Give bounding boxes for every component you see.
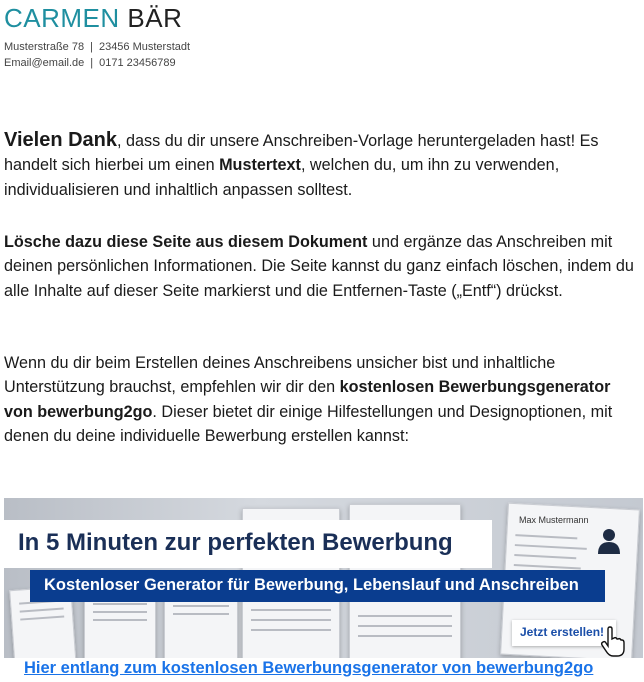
lead-text: Vielen Dank [4,129,118,151]
contact-line [4,56,176,71]
person-icon [598,528,620,554]
paragraph-text: und ergänze das Anschreiben mit deinen persönlichen Informationen. Die Seite kannst du ganz einfach löschen, indem du alle Inhalte auf dieser Seite markierst und die Entfernen-Taste („Entf“) drückst. [4,233,634,300]
banner-title-box [4,520,492,568]
applicant-name [4,2,182,34]
paragraph-text: . Dieser bietet dir einige Hilfestellungen und Designoptionen, mit denen du deine individuelle Bewerbung erstellen kannst: [4,402,613,446]
paragraph-text: , welchen du, um ihn zu verwenden, individualisieren und inhaltlich anpassen solltest. [4,156,560,199]
last-name: BÄR [127,3,183,33]
hand-cursor-icon [600,626,626,658]
paragraph-generator [4,351,636,449]
paragraph-delete [4,230,636,303]
paragraph-text: , dass du dir unsere Anschreiben-Vorlage heruntergeladen hast! Es handelt sich hierbei um einen [4,132,599,175]
street: Musterstraße 78 [4,41,85,53]
banner-title: In 5 Minuten zur perfekten Bewerbung [18,529,453,556]
banner-subtitle: Kostenloser Generator für Bewerbung, Lebenslauf und Anschreiben [44,576,579,594]
generator-link[interactable]: Hier entlang zum kostenlosen Bewerbungsgenerator von bewerbung2go [24,659,594,677]
address-line [4,40,190,55]
city: 23456 Musterstadt [98,41,191,53]
bold-text: kostenlosen Bewerbungsgenerator von bewerbung2go [4,378,611,421]
email: Email@email.de [4,57,85,69]
paragraph-text: Wenn du dir beim Erstellen deines Anschreibens unsicher bist und inhaltliche Unterstützung brauchst, empfehlen wir dir den [4,354,556,397]
banner-subtitle-box [30,570,605,602]
separator: | [90,57,94,69]
sample-name: Max Mustermann [519,515,589,525]
bold-text: Lösche dazu diese Seite aus diesem Dokument [4,233,368,251]
bold-text: Mustertext [219,156,301,175]
create-now-label: Jetzt erstellen! [520,625,605,639]
paragraph-thanks [4,128,636,202]
separator: | [90,41,93,53]
first-name: CARMEN [4,3,120,33]
phone: 0171 23456789 [99,57,176,69]
